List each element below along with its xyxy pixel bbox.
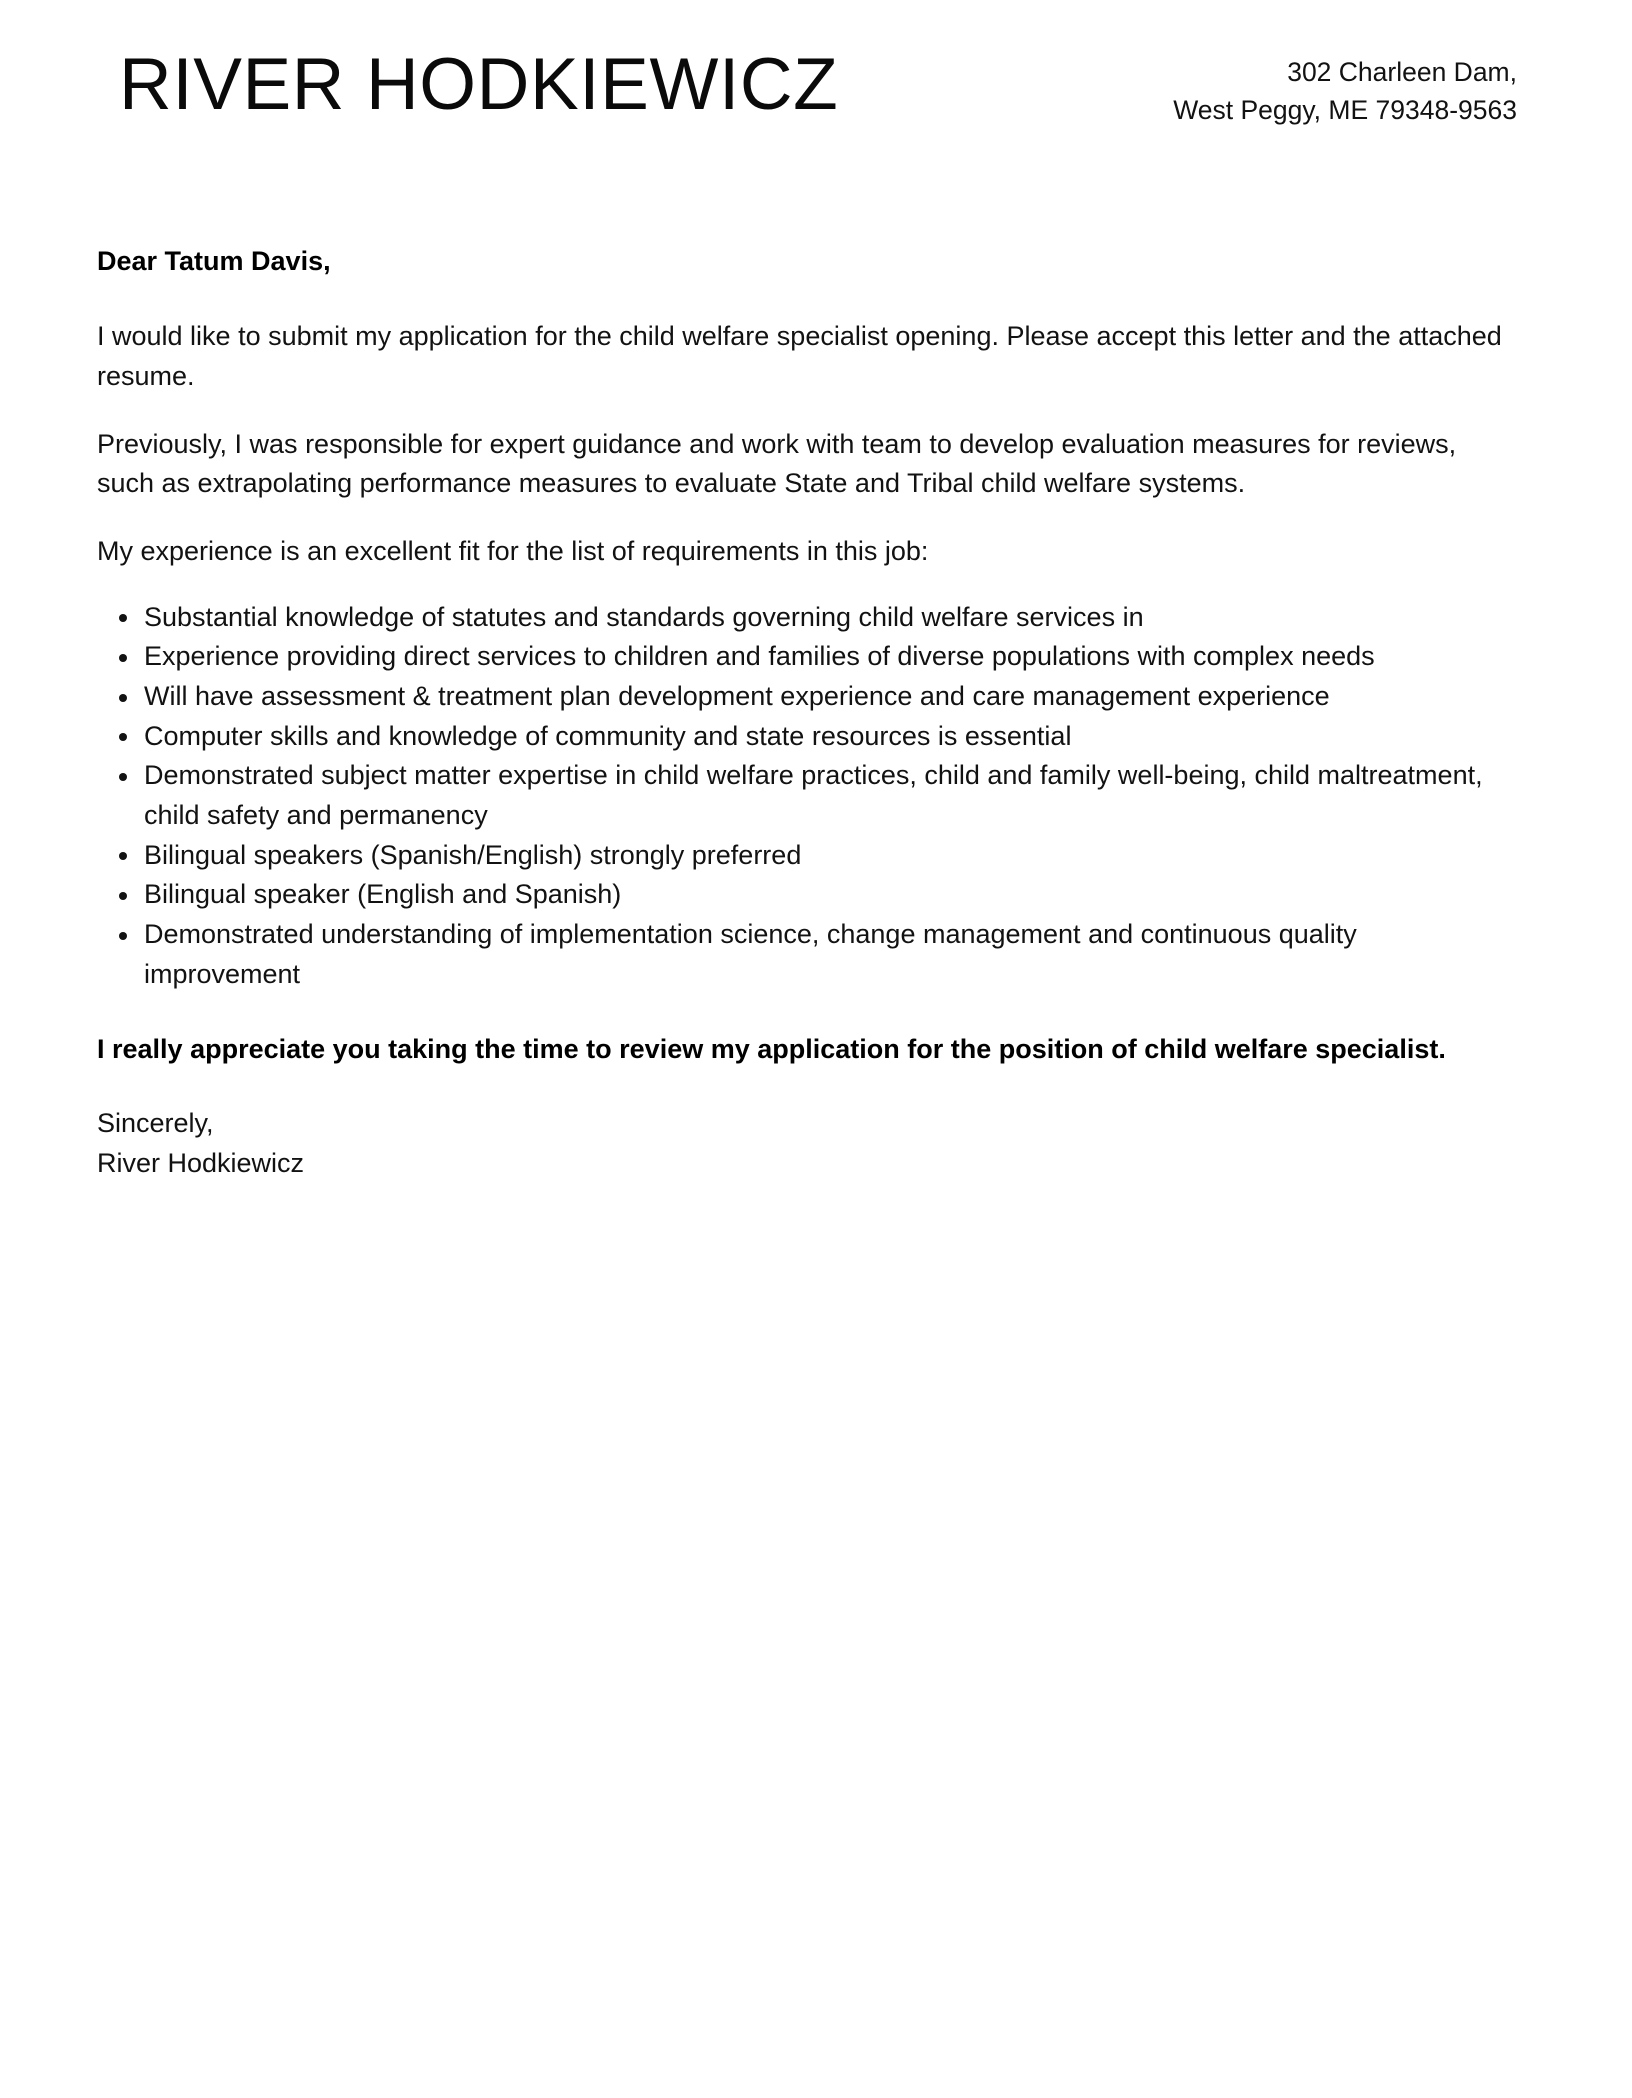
bullet-dot-icon [119,852,127,860]
bullet-dot-icon [119,614,127,622]
list-item [97,836,1517,876]
list-item [97,915,1517,994]
body-paragraph-1: I would like to submit my application for the child welfare specialist opening. Please accept this letter and the attached resume. [97,321,1502,391]
list-item-text: Bilingual speaker (English and Spanish) [144,879,622,910]
page-title: RIVER HODKIEWICZ [119,44,839,125]
letter-header [97,0,1517,150]
requirements-intro: My experience is an excellent fit for the list of requirements in this job: [97,535,929,566]
signoff-block [97,1104,1517,1183]
bullet-dot-icon [119,932,127,940]
list-item-text: Experience providing direct services to children and families of diverse populations with complex needs [144,641,1375,672]
letter-content-area [97,0,1517,1184]
list-item-text: Demonstrated understanding of implementation science, change management and continuous quality improvement [144,919,1357,989]
list-item-text: Substantial knowledge of statutes and standards governing child welfare services in [144,601,1144,632]
bullet-dot-icon [119,654,127,662]
bullet-dot-icon [119,694,127,702]
body-paragraph-2: Previously, I was responsible for expert guidance and work with team to develop evaluation measures for reviews, such as extrapolating performance measures to evaluate State and Tribal child welfare systems. [97,428,1457,499]
bullet-dot-icon [119,773,127,781]
signature-name: River Hodkiewicz [97,1147,305,1178]
list-item [97,875,1517,915]
list-item [97,756,1517,835]
valediction: Sincerely, [97,1108,214,1139]
letter-body [97,242,1517,1184]
list-item [97,677,1517,717]
list-item [97,717,1517,757]
address-line-1: 302 Charleen Dam, [1287,57,1517,87]
sender-address-block [1173,44,1517,129]
address-line-2: West Peggy, ME 79348-9563 [1173,94,1517,125]
salutation: Dear Tatum Davis, [97,246,331,276]
closing-statement: I really appreciate you taking the time to review my application for the position of child welfare specialist. [97,1034,1446,1065]
requirements-list [97,598,1517,995]
list-item [97,598,1517,638]
list-item [97,637,1517,677]
bullet-dot-icon [119,892,127,900]
bullet-dot-icon [119,733,127,741]
list-item-text: Bilingual speakers (Spanish/English) strongly preferred [144,839,802,870]
list-item-text: Demonstrated subject matter expertise in child welfare practices, child and family well-being, child maltreatment, child safety and permanency [144,760,1483,831]
list-item-text: Will have assessment & treatment plan development experience and care management experience [144,680,1330,711]
list-item-text: Computer skills and knowledge of community and state resources is essential [144,720,1072,751]
